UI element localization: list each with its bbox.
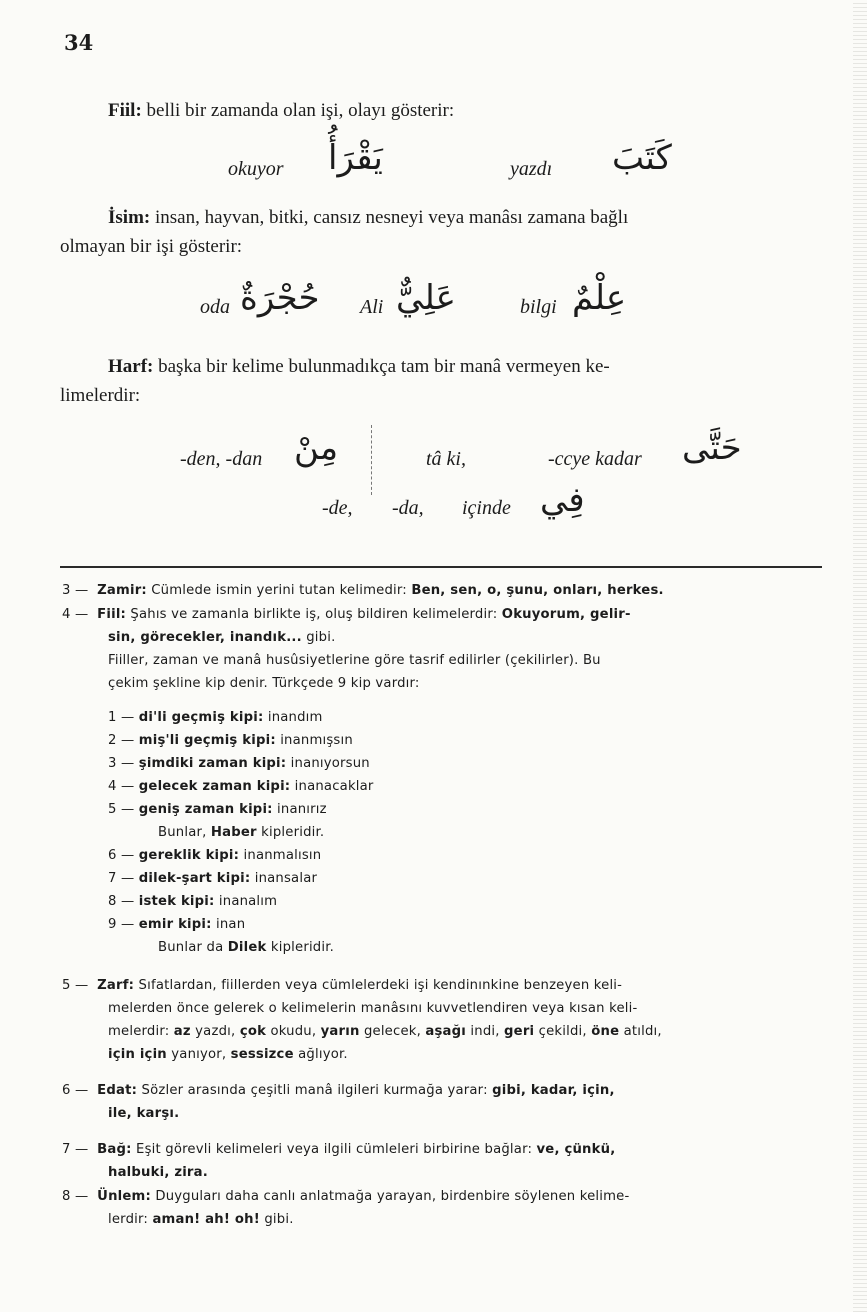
footnote-text: gelecek, [359,1024,426,1039]
footnote-example: sessizce [230,1047,294,1062]
footnote-text: gibi. [259,1212,294,1227]
harf-definition-line2: limelerdir: [60,385,141,406]
footnote-number: 8 — [62,1189,89,1204]
kip-name: dilek-şart kipi: [138,871,251,886]
kip-name: di'li geçmiş kipi: [138,710,264,725]
kip-example: inan [211,917,246,932]
fiil-example-1-arabic: يَقْرَأُ [328,138,383,178]
footnote-text: Duyguları daha canlı anlatmağa yarayan, birdenbire söylenen kelime- [150,1189,630,1204]
footnote-term: Edat: [97,1083,138,1098]
footnote-text: yanıyor, [166,1047,231,1062]
footnote-term: Bağ: [97,1142,132,1157]
page-edge-shading [853,0,867,1312]
harf-example-1: -den, -dan [180,448,263,470]
footnote-4-line2 [108,630,335,645]
footnote-term: Zarf: [97,978,135,993]
harf-example-2: tâ ki, [426,448,466,470]
footnote-example: yarın [320,1024,360,1039]
harf-example-6-arabic: فِي [540,480,585,520]
footnote-term: Ünlem: [97,1189,151,1204]
harf-example-5: -da, [392,497,424,519]
kip-item [108,894,277,909]
isim-definition-line1 [108,207,628,229]
column-divider [371,425,372,495]
kip-example: inanalım [214,894,278,909]
kip-item [108,710,323,725]
kip-item [108,802,327,817]
kip-name: gelecek zaman kipi: [138,779,291,794]
footnote-number: 5 — [62,978,89,993]
harf-example-3: -ccye kadar [548,448,642,470]
kip-item [108,917,245,932]
footnote-7-line1 [62,1142,615,1157]
kip-example: inanacaklar [290,779,374,794]
footnote-examples: Ben, sen, o, şunu, onları, herkes. [411,583,664,598]
footnote-text: atıldı, [619,1024,662,1039]
footnote-text: Eşit görevli kelimeleri veya ilgili cümleleri birbirine bağlar: [131,1142,537,1157]
fiil-example-1: okuyor [228,158,284,180]
footnote-examples: halbuki, zira. [108,1165,208,1180]
summary-term: Dilek [227,940,267,955]
kip-name: şimdiki zaman kipi: [138,756,287,771]
isim-example-1: oda [200,296,230,318]
fiil-definition [108,100,454,122]
footnote-examples: aman! ah! oh! [152,1212,260,1227]
kip-example: inandım [263,710,323,725]
fiil-term: Fiil: [108,100,142,121]
kip-example: inansalar [250,871,318,886]
footnote-number: 6 — [62,1083,89,1098]
kip-name: gereklik kipi: [138,848,240,863]
isim-example-1-arabic: حُجْرَةٌ [240,278,320,318]
kip-number: 1 — [108,710,135,725]
harf-definition-line1 [108,356,610,378]
footnote-example: geri [504,1024,535,1039]
footnote-text: okudu, [266,1024,321,1039]
footnote-4-para2-line2: çekim şekline kip denir. Türkçede 9 kip vardır: [108,676,420,691]
footnote-text: lerdir: [108,1212,153,1227]
harf-example-3-arabic: حَتَّى [682,428,742,468]
footnote-text: indi, [466,1024,505,1039]
footnote-term: Zamir: [97,583,147,598]
kip-number: 9 — [108,917,135,932]
kip-item [108,733,353,748]
footnote-4-line1 [62,607,631,622]
footnote-text: Sıfatlardan, fiillerden veya cümlelerdeki işi kendinınkine benzeyen keli- [134,978,623,993]
footnote-text: Sözler arasında çeşitli manâ ilgileri kurmağa yarar: [137,1083,493,1098]
footnote-text: melerdir: [108,1024,174,1039]
isim-text-1: insan, hayvan, bitki, cansız nesneyi veya manâsı zamana bağlı [150,207,629,228]
fiil-example-2: yazdı [510,158,553,180]
footnote-text: Şahıs ve zamanla birlikte iş, oluş bildiren kelimelerdir: [126,607,502,622]
footnote-example: az [173,1024,191,1039]
harf-example-4: -de, [322,497,353,519]
footnote-7-line2 [108,1165,208,1180]
kip-item [108,848,321,863]
summary-text: kipleridir. [266,940,335,955]
footnote-text: çekildi, [534,1024,592,1039]
footnote-term: Fiil: [97,607,127,622]
footnote-separator [60,566,822,568]
harf-text-1: başka bir kelime bulunmadıkça tam bir manâ vermeyen ke- [153,356,610,377]
fiil-example-2-arabic: كَتَبَ [612,138,672,178]
footnote-5-line1 [62,978,622,993]
footnote-4-para2-line1: Fiiller, zaman ve manâ husûsiyetlerine göre tasrif edilirler (çekilirler). Bu [108,653,601,668]
isim-term: İsim: [108,207,151,228]
harf-example-6: içinde [462,497,511,519]
kip-item [108,871,317,886]
footnote-text: Cümlede ismin yerini tutan kelimedir: [146,583,412,598]
footnote-example: için için [108,1047,167,1062]
footnote-6-line1 [62,1083,615,1098]
footnote-example: aşağı [425,1024,466,1039]
kip-item [108,756,370,771]
kip-name: miş'li geçmiş kipi: [138,733,276,748]
isim-example-3-arabic: عِلْمٌ [572,278,627,318]
isim-example-2: Ali [360,296,384,318]
kip-example: inanmalısın [239,848,322,863]
footnote-number: 7 — [62,1142,89,1157]
footnote-8-line1 [62,1189,629,1204]
kip-number: 3 — [108,756,135,771]
footnote-number: 4 — [62,607,89,622]
kip-name: istek kipi: [138,894,215,909]
isim-example-2-arabic: عَلِيٌّ [396,278,456,318]
footnote-examples: ile, karşı. [108,1106,180,1121]
dilek-summary [158,940,334,955]
fiil-text: belli bir zamanda olan işi, olayı gösterir: [141,100,455,121]
kip-number: 4 — [108,779,135,794]
footnote-text: gibi. [301,630,336,645]
footnote-examples: Okuyorum, gelir- [501,607,631,622]
kip-example: inanıyorsun [286,756,370,771]
kip-number: 8 — [108,894,135,909]
footnote-3 [62,583,664,598]
isim-definition-line2: olmayan bir işi gösterir: [60,236,243,257]
footnote-5-line2: melerden önce gelerek o kelimelerin manâsını kuvvetlendiren veya kısan keli- [108,1001,638,1016]
summary-text: Bunlar da [158,940,228,955]
haber-summary [158,825,324,840]
kip-number: 7 — [108,871,135,886]
summary-text: Bunlar, [158,825,211,840]
kip-example: inanmışsın [275,733,353,748]
footnote-example: çok [239,1024,267,1039]
footnote-examples: gibi, kadar, için, [492,1083,615,1098]
harf-example-1-arabic: مِنْ [294,428,339,468]
kip-name: emir kipi: [138,917,212,932]
footnote-5-line4 [108,1047,348,1062]
summary-text: kipleridir. [256,825,325,840]
summary-term: Haber [210,825,257,840]
kip-number: 5 — [108,802,135,817]
footnote-6-line2 [108,1106,179,1121]
harf-term: Harf: [108,356,154,377]
page-number: 34 [64,30,94,55]
isim-example-3: bilgi [520,296,557,318]
footnote-text: ağlıyor. [293,1047,348,1062]
kip-number: 6 — [108,848,135,863]
kip-item [108,779,374,794]
footnote-number: 3 — [62,583,89,598]
footnote-5-line3 [108,1024,662,1039]
kip-name: geniş zaman kipi: [138,802,273,817]
footnote-example: öne [591,1024,620,1039]
footnote-examples: sin, görecekler, inandık... [108,630,302,645]
kip-example: inanırız [272,802,327,817]
footnote-8-line2 [108,1212,294,1227]
footnote-text: yazdı, [190,1024,240,1039]
kip-number: 2 — [108,733,135,748]
footnote-examples: ve, çünkü, [536,1142,616,1157]
